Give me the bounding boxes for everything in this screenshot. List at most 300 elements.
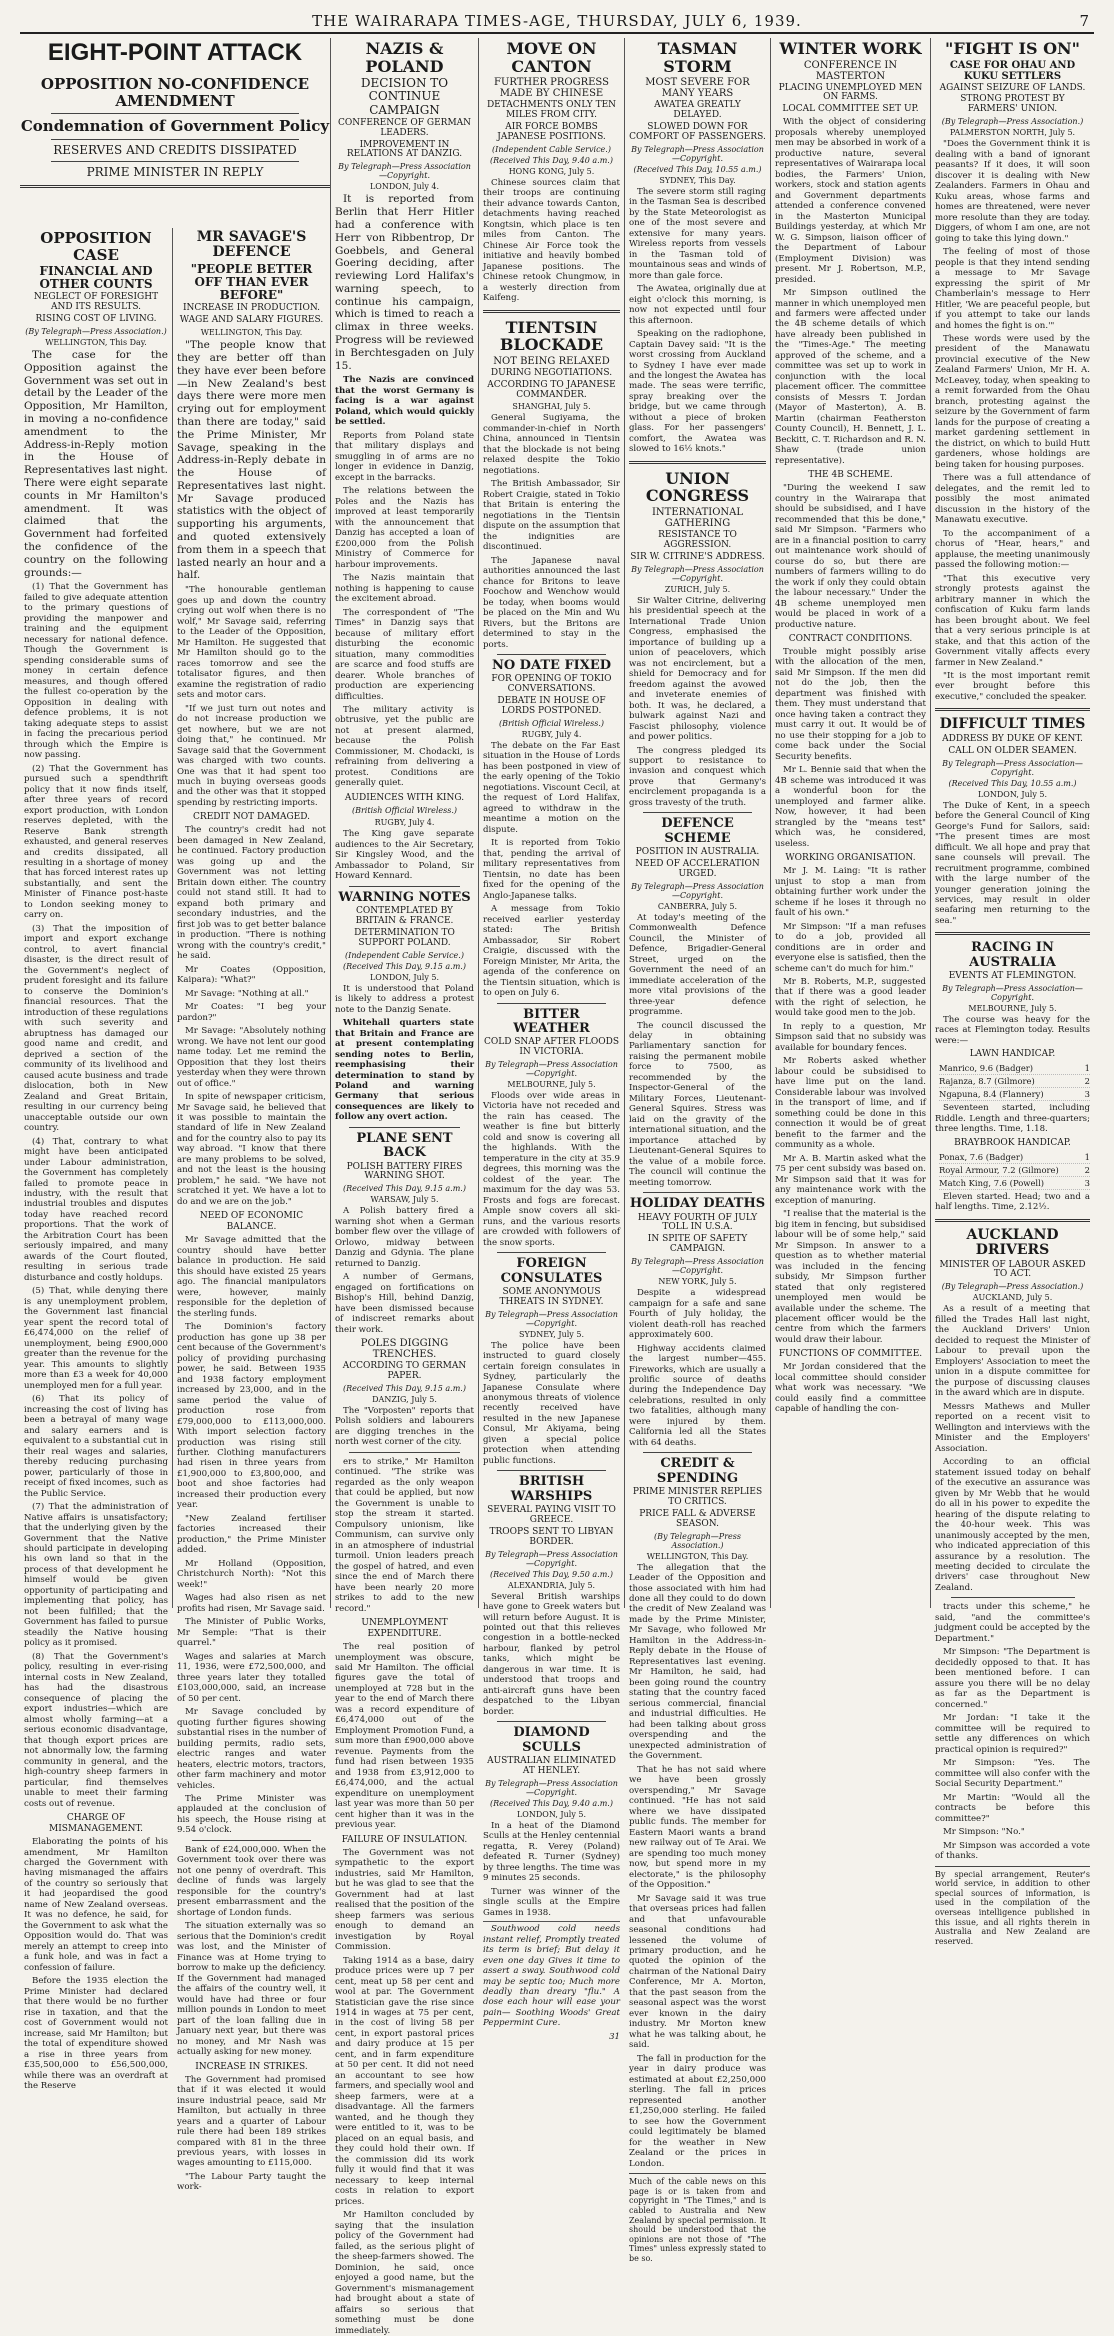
credit: (Independent Cable Service.) [492,144,611,154]
subheading: DETACHMENTS ONLY TEN MILES FROM CITY. [486,100,617,121]
nodate-headline: NO DATE FIXED [491,658,612,674]
race-place: 2 [1084,1164,1090,1175]
divider [349,1127,460,1128]
divider [643,1192,753,1193]
received-time: (Received This Day, 9.15 a.m.) [343,961,466,971]
subheading: SOME ANONYMOUS THREATS IN SYDNEY. [499,1286,604,1307]
subheading: CASE FOR OHAU AND KUKU SETTLERS [949,59,1076,82]
paragraph: General Sugiyama, the commander-in-chief in North China, announced in Tientsin that the blockade is not being relaxed despite the Tokio negotiations. [483,413,620,476]
paragraph: (3) That the imposition of import and export exchange control, to avert financial disaster, is the direct result of the Government's neglect of prudent foresight and its failure to conserve the Dominion's financial resources. That the introduction of these regulations with such severity and abruptness has damaged our good name and credit, and deprived a section of the community of its livelihood and caused acute business and trade dislocation, both in New Zealand and Great Britain, resulting in our currency being unacceptable outside our own country. [24,923,168,1134]
paragraph: The "Vorposten" reports that Polish soldiers and labourers are digging trenches in the north west corner of the city. [335,1405,474,1448]
paragraph: The Dominion's factory production has gone up 38 per cent because of the Government's policy of providing purchasing power, he said. Between 1935 and 1938 factory employment increased by 23,000, and in the same period the value of production rose from £79,000,000 to £113,000,000. With import selection factory production was rising still further. Clothing manufacturers had risen in three years from £1,900,000 to £3,800,000, and boot and shoe factories had increased their production every year. [177,1322,326,1511]
defence-headline: DEFENCE SCHEME [661,816,734,846]
paragraph: tracts under this scheme," he said, "and the committee's judgment could be accepted by the Department." [935,1602,1090,1644]
dateline: RUGBY, July 4. [374,817,435,827]
holiday-body [629,1288,766,1448]
paragraph: The Awatea, originally due at eight o'clock this morning, is now not expected until four this afternoon. [629,284,766,326]
paragraph: "If we just turn out notes and do not increase production we get nowhere, but we are not doing that," he continued. Mr Savage said that the Government was charged with two counts. One was that it had spent too much in buying overseas goods and the other was that it stopped spending by restricting imports. [177,703,326,808]
nazis-sub-3: IMPROVEMENT IN RELATIONS AT DANZIG. [346,139,463,160]
paragraph: (8) That the Government's policy, resulting in ever-rising internal costs in New Zealand, has had the disastrous consequence of placing the export industries—which are almost wholly farming—at a serious economic disadvantage, that though export prices are not abnormally low, the farming community in general, and the high-country sheep farmers in particular, find themselves unable to meet their farming costs out of revenue. [24,1651,168,1809]
paragraph: The debate on the Far East situation in the House of Lords has been postponed in view of the early opening of the Tokio negotiations. Viscount Cecil, at the request of Lord Halifax, agreed to withdraw in the meantime a motion on the dispute. [483,740,620,835]
consulates-headline: FOREIGN CONSULATES [500,1256,603,1286]
credit: (British Official Wireless.) [351,805,458,815]
paragraph: A number of Germans, engaged on fortifications on Bishop's Hill, behind Danzig, have been dismissed because of indiscreet remarks about their work. [335,1272,474,1335]
paragraph: Wages had also risen as net profits had risen, Mr Savage said. [177,1593,326,1614]
race-2-note [935,1192,1090,1213]
dateline: SHANGHAI, July 5. [512,402,591,412]
subheading: DEBATE IN HOUSE OF LORDS POSTPONED. [497,696,606,717]
warning-body [335,984,474,1123]
subheading: AWATEA GREATLY DELAYED. [654,100,741,121]
divider [497,1721,607,1722]
paragraph: As a result of a meeting that filled the Trades Hall last night, the Auckland Drivers' Union decided to request the Minister of Labour to prevail upon the Employers' Association to meet the union in a dispute committee for the purpose of discussing clauses in the award which are in dispute. [935,1304,1090,1399]
received-time: (Received This Day, 10.55 a.m.) [633,164,762,174]
section-heading: CONTRACT CONDITIONS. [788,634,913,644]
paragraph: Before the 1935 election the Prime Minister had declared that there would be no further rise in taxation, and that the cost of Government would not increase, said Mr Hamilton; but the total of expenditure showed a rise in three years from £35,500,000 to £56,500,000, while there was an overdraft at the Reserve [24,1976,168,2092]
section-heading: WORKING ORGANISATION. [785,853,916,864]
subheading: EVENTS AT FLEMINGTON. [948,971,1077,982]
opposition-sub-3: RISING COST OF LIVING. [35,314,157,325]
dateline: CANBERRA, July 5. [657,901,738,911]
column-winter [770,38,930,1608]
masthead-title: THE WAIRARAPA TIMES-AGE, THURSDAY, JULY 6, 1939. [312,12,802,30]
savage-sub-2: INCREASE IN PRODUCTION. [182,303,321,314]
savage-body [177,585,326,2193]
savage-dateline: WELLINGTON, This Day. [200,328,303,338]
paragraph: A message from Tokio received earlier yesterday stated: The British Ambassador, Sir Robert Craigie, discussed with the Foreign Minister, Mr Arita, the agenda of the conference on the Tientsin situation, which is to open on July 6. [483,904,620,999]
received-time: (Received This Day, 9.15 a.m.) [343,1383,466,1393]
plane-body [335,1206,474,1335]
paragraph: Several British warships have gone to Greek waters but will return before August. It is pointed out that this relieves congestion in a bottle-necked harbour, flanked by petrol tanks, which might be dangerous in war time. It is understood that troops and anti-aircraft guns have been despatched to the Libyan border. [483,1591,620,1717]
nazis-lead [335,193,474,372]
section-heading: UNEMPLOYMENT EXPENDITURE. [361,1618,448,1640]
eight-point-banner [20,38,330,194]
divider [483,310,620,313]
bitter-body [483,1091,620,1248]
section-heading: CHARGE OF MISMANAGEMENT. [49,1813,143,1835]
nazis-body [335,375,474,881]
bitter-headline: BITTER WEATHER [513,1006,590,1036]
paragraph: The Prime Minister was applauded at the conclusion of his speech, the House rising at 9.54 o'clock. [177,1794,326,1836]
paragraph: The severe storm still raging in the Tasman Sea is described by the State Meteorologist as one of the most severe and extensive for many years. Wireless reports from vessels in the Tasman told of mountainous seas and winds of more than gale force. [629,186,766,281]
paragraph: The military activity is obtrusive, yet the public are not at present alarmed, because the Polish Commissioner, M. Chodacki, is refraining from delivering a protest. Conditions are generally quiet. [335,705,474,789]
paragraph: Mr Roberts asked whether labour could be subsidised to have lime put on the land. Considerable labour was involved in the transport of lime, and if something could be done in this connection it would be of great benefit to the farmer and the community as a whole. [775,1056,926,1151]
banner-deck-1: OPPOSITION NO-CONFIDENCE AMENDMENT [40,75,310,110]
credit-spending-body [629,1563,766,2170]
credit: By Telegraph—Press Association—Copyright. [942,758,1083,777]
paragraph: Wages and salaries at March 11, 1936, were £72,500,000, and three years later they totalled £103,000,000, said, an increase of 50 per cent. [177,1651,326,1704]
paragraph: Mr Holland (Opposition, Christchurch North): "Not this week!" [177,1558,326,1590]
opposition-dateline: WELLINGTON, This Day. [45,338,147,348]
paragraph: Taking 1914 as a base, dairy produce prices were up 7 per cent, meat up 58 per cent and wool at par. The Government Statistician gave the rise since 1914 in wages at 75 per cent, in the cost of living 58 per cent, in export pastoral prices and dairy produce at 15 per cent, and in farm expenditure at 50 per cent. It did not need an accountant to see how farmers, and specially wool and sheep farmers, were at a disadvantage. All the farmers wanted, and he though they were entitled to it, was to be placed on an equal basis, and they could hold their own. If the commission did its work fully it would find that it was necessary to keep internal costs in relation to export prices. [335,1955,474,2207]
credit: (By Telegraph—Press Association.) [941,1282,1084,1292]
subheading: PLACING UNEMPLOYED MEN ON FARMS. [778,82,923,103]
savage-sub-3: WAGE AND SALARY FIGURES. [179,315,324,326]
divider [497,1470,607,1471]
paragraph: It is understood that Poland is likely to address a protest note to the Danzig Senate. [335,983,474,1015]
subheading: PRIME MINISTER REPLIES TO CRITICS. [632,1486,763,1507]
subheading: DURING NEGOTIATIONS. [490,367,613,378]
paragraph: The Minister of Public Works, Mr Semple: "That is their quarrel." [177,1617,326,1649]
divider [643,812,753,813]
subheading: DETERMINATION TO SUPPORT POLAND. [354,927,455,948]
divider [51,113,299,114]
divider [935,932,1090,935]
race-horse: Rajanza, 8.7 (Gilmore) [939,1076,1035,1087]
paragraph: Chinese sources claim that their troops are continuing their advance towards Canton, detachments having reached Kongtsin, which place is ten miles from Canton. The Chinese Air Force took the initiative and heavily bombed Japanese positions. The Chinese retook Chungmow, in a westerly direction from Kaifeng. [483,177,620,304]
subheading: ACCORDING TO GERMAN PAPER. [342,1361,467,1381]
winter-headline: WINTER WORK [779,39,922,58]
race-horse: Ponax, 7.6 (Badger) [939,1151,1024,1162]
dateline: ALEXANDRIA, July 5. [507,1580,596,1590]
paragraph: The Nazis maintain that nothing is happening to cause the excitement abroad. [335,573,474,605]
column-savage [172,228,330,2193]
paragraph: Mr Savage: "Absolutely nothing wrong. We have not lent our good name today. Let me remind the Opposition that they lost theirs yesterday when they were thrown out of office." [177,1026,326,1089]
paragraph: The relations between the Poles and the Nazis has improved at least temporarily with the announcement that Danzig has accepted a loan of £200,000 from the Polish Ministry of Commerce for harbour improvements. [335,486,474,570]
paragraph: Mr Savage said it was true that overseas prices had fallen and that unfavourable seasonal conditions had lessened the volume of primary production, and he quoted the opinion of the chairman of the National Dairy Conference, Mr A. Morton, that the past season from the seasonal aspect was the worst ever known in the dairy industry. Mr Morton knew what he was talking about, he said. [629,1893,766,2051]
dateline: PALMERSTON NORTH, July 5. [949,128,1076,138]
warships-body [483,1592,620,1718]
dateline: HONG KONG, July 5. [508,166,595,176]
credit: (British Official Wireless.) [498,718,605,728]
paragraph: Mr Coates: "I beg your pardon?" [177,1002,326,1023]
paragraph: To the accompaniment of a chorus of "Hear, hears," and applause, the meeting unanimously passed the following motion:— [935,528,1090,571]
paragraph: Floods over wide areas in Victoria have not receded and the rain has ceased. The weather is fine but bitterly cold and snow is covering all the highlands. With the temperature in the city at 35.9 degrees, this morning was the coldest of the year. The maximum for the day was 53. Frosts and fogs are forecast. Ample snow covers all ski-runs, and the various resorts are crowded with followers of the snow sports. [483,1090,620,1248]
paragraph: Mr Savage admitted that the country should have better balance in production. He said this should have existed 25 years ago. The financial manipulators were, however, mainly responsible for the depletion of the sterling funds. [177,1235,326,1319]
fight-headline: "FIGHT IS ON" [945,39,1080,58]
auckland-headline: AUCKLAND DRIVERS [966,1226,1059,1259]
paragraph: "That this executive very strongly protests against the arbitrary manner in which the confiscation of Kuku farm lands has been brought about. We feel that a very serious principle is at stake, and that this action of the Government vitally affects every farmer in New Zealand." [935,573,1090,668]
subheading: AIR FORCE BOMBS JAPANESE POSITIONS. [497,121,606,142]
race-result-row [939,1075,1090,1088]
paragraph: Mr Jordan: "I take it the committee will be required to settle any differences on which practical opinion is required?" [935,1713,1090,1755]
paragraph: Mr Hamilton concluded by saying that the insulation policy of the Government had failed, as the serious plight of the sheep-farmers showed. The Dominion, he said, once enjoyed a good name, but the Government's mismanagement had brought about a state of affairs so serious that something must be done immediately. [335,2210,474,2336]
paragraph: The Japanese naval authorities announced the last chance for Britons to leave Foochow and Wenchow would be today, when booms would be placed on the Min and Wu Rivers, but the Britons are determined to stay in the ports. [483,555,620,650]
tientsin-body [483,413,620,650]
subheading: NOT BEING RELAXED [493,355,610,367]
paragraph: Messrs Mathews and Muller reported on a recent visit to Wellington and interviews with the Minister and the Employers' Association. [935,1401,1090,1454]
subheading: FOR OPENING OF TOKIO CONVERSATIONS. [491,674,612,695]
paragraph: Mr Simpson was accorded a vote of thanks. [935,1840,1090,1862]
plane-headline: PLANE SENT BACK [356,1130,453,1161]
paragraph: The Nazis are convinced that the worst Germany is facing is a war against Poland, which would quickly be settled. [335,375,474,428]
divider [629,461,766,464]
divider [935,1219,1090,1222]
race-horse: Ngapuna, 8.4 (Flannery) [939,1089,1044,1100]
defence-body [629,913,766,1189]
divider [497,654,607,655]
opposition-sub-1: FINANCIAL AND OTHER COUNTS [39,264,153,292]
paragraph: With the object of considering proposals whereby unemployed men may be absorbed in work of a productive nature, several representatives of Wairarapa local bodies, the Farmers' Union, workers, stock and station agents and Government departments attended a conference convened in the Masterton Municipal Buildings yesterday, at which Mr W. G. Simpson, liaison officer of the Department of Labour (Employment Division) was present. Mr J. Robertson, M.P., presided. [775,117,926,285]
paragraph: The correspondent of "The Times" in Danzig says that because of military effort disturbing the economic situation, many commodities are scarce and food stuffs are dearer. Whole branches of production are experiencing difficulties. [335,607,474,702]
subheading: TROOPS SENT TO LIBYAN BORDER. [489,1526,614,1547]
dateline: LONDON, July 5. [977,789,1048,799]
advert [483,1921,620,2042]
dateline: WELLINGTON, This Day. [646,1551,749,1561]
paragraph: Seventeen started, including Riddle. Length and three-quarters; three lengths. Time, 1.18. [935,1103,1090,1135]
section-heading: NEED OF ECONOMIC BALANCE. [199,1211,304,1233]
column-tasman [624,38,770,2263]
paragraph: Mr Savage concluded by quoting further figures showing substantial rises in the number of building permits, radio sets, electric ranges and water heaters, electric motors, tractors, other farm machinery and motor vehicles. [177,1707,326,1791]
nazis-headline: NAZIS & POLAND [365,39,444,76]
subheading: STRONG PROTEST BY FARMERS' UNION. [960,94,1065,115]
subheading: MINISTER OF LABOUR ASKED TO ACT. [939,1259,1086,1280]
opposition-sub-2: NEGLECT OF FORESIGHT AND ITS RESULTS. [33,292,159,313]
opposition-body [24,582,168,2091]
subheading: AGAINST SEIZURE OF LANDS. [939,82,1086,93]
paragraph: At today's meeting of the Commonwealth Defence Council, the Minister of Defence, Brigadier-General Street, urged on the Government the need of an immediate acceleration of the more vital provisions of the three-year defence programme. [629,912,766,1018]
dateline: WARSAW, July 5. [370,1195,439,1205]
paragraph: A Polish battery fired a warning shot when a German bomber flew over the village of Orlowo, midway between Danzig and Gdynia. The plane returned to Danzig. [335,1206,474,1269]
paragraph: These words were used by the president of the Manawatu provincial executive of the New Zealand Farmers' Union, Mr H. A. McLeavey, today, when speaking to a remit forwarded from the Ohau branch, protesting against the seizure by the Government of farm lands for the purpose of creating a market gardening settlement in the district, on which to build Hutt gardeners, whose holdings are being taken for housing purposes. [935,333,1090,470]
nazis-dateline: LONDON, July 4. [369,182,440,192]
paragraph: Mr Simpson: "The Department is decidedly opposed to that. It has been mentioned before. I can assure you there will be no delay as far as the Department is concerned." [935,1647,1090,1710]
paragraph: "It is the most important remit ever brought before this executive," concluded the speaker. [935,671,1090,702]
paragraph: Reports from Poland state that military displays and smuggling in of arms are no longer in evidence in Danzig, except in the barracks. [335,430,474,483]
paragraph: The congress pledged its support to resistance to invasion and conquest which prove that Germany's encirclement propaganda is a gross travesty of the truth. [629,745,766,808]
race-result-row [939,1177,1090,1190]
section-heading: INCREASE IN STRIKES. [195,2061,308,2072]
divider [349,886,460,887]
subheading: FURTHER PROGRESS MADE BY CHINESE [494,77,609,100]
paragraph: Mr J. M. Laing: "It is rather unjust to stop a man from obtaining further work under the scheme if he loses it through no fault of his own." [775,866,926,919]
subheading: CONTEMPLATED BY BRITAIN & FRANCE. [355,906,454,926]
savage-lead [177,339,326,582]
race-horse: Manrico, 9.6 (Badger) [939,1063,1034,1074]
credit: By Telegraph—Press Association—Copyright. [631,1257,764,1276]
subheading: NEED OF ACCELERATION URGED. [635,858,760,879]
divider [349,1452,460,1453]
column-fight [930,38,1094,1946]
banner-deck-2: Condemnation of Government Policy [20,117,330,136]
section-heading: AUDIENCES WITH KING. [344,792,465,803]
paragraph: The Duke of Kent, in a speech before the General Council of King George's Fund for Sailors, said: "The present times are most difficult. We all hope and pray that sane counsels will prevail. The recruitment programme, combined with the large number of the younger generation joining the services, may result in older seafaring men returning to the sea." [935,800,1090,926]
paragraph: Bank of £24,000,000. When the Government took over there was not one penny of overdraft. This decline of funds was largely responsible for the country's present embarrassment and the shortage of London funds. [177,1844,326,1918]
column-opposition [20,228,172,2092]
racing-body [935,1015,1090,1046]
paragraph: (7) That the administration of Native affairs is unsatisfactory; that the underlying given by the Government that the Native should participate in developing his own land so that in the process of that development he himself would be given opportunity of participating and implementing that policy, has not been fulfilled; that the Government has failed to pursue steadily the Native housing policy as it promised. [24,1502,168,1649]
sculls-body [483,1821,620,1918]
race-title: BRAYBROOK HANDICAP. [954,1137,1071,1148]
subheading: ADDRESS BY DUKE OF KENT. [942,733,1083,744]
paragraph: Mr L. Bennie said that when the 4B scheme was introduced it was a wonderful boon for the unemployed and farmer alike. Now, however, it had been strangled by the "means test" which was, he considered, useless. [775,765,926,849]
race-place: 3 [1084,1089,1090,1100]
received-time: (Received This Day, 9.50 a.m.) [490,1569,613,1579]
opposition-headline: OPPOSITION CASE [40,229,152,264]
credit: By Telegraph—Press Association—Copyright. [631,564,764,583]
received-time: (Received This Day, 10.55 a.m.) [948,778,1077,788]
subheading: SEVERAL PAYING VISIT TO GREECE. [487,1504,616,1525]
paragraph: The British Ambassador, Sir Robert Craigie, stated in Tokio that Britain is entering the negotiations in the Tientsin dispute on the assumption that the indignities are discontinued. [483,479,620,553]
divider [497,1252,607,1253]
dateline: MELBOURNE, July 5. [507,1079,596,1089]
paragraph: The police have been instructed to guard closely certain foreign consulates in Sydney, particularly the Japanese Consulate where anonymous threats of violence recently received have resulted in the new Japanese Consul, Mr Akiyama, being given a special police protection when attending public functions. [483,1340,620,1466]
credit: By Telegraph—Press Association—Copyright. [485,1778,618,1797]
paragraph: The case for the Opposition against the Government was set out in detail by the Leader of the Opposition, Mr Hamilton, in moving a no-confidence amendment to the Address-in-Reply motion in the House of Representatives last night. There were eight separate counts in Mr Hamilton's amendment. It was claimed that the Government had forfeited the confidence of the country on the following grounds:— [24,349,168,579]
dateline: RUGBY, July 4. [521,729,582,739]
received-time: (Received This Day, 9.15 a.m.) [343,1184,466,1194]
page-number: 7 [1079,12,1090,30]
dateline: MELBOURNE, July 5. [968,1003,1057,1013]
paragraph: The Government was not sympathetic to the export industries, said Mr Hamilton, but he was glad to see that the Government had at last realised that the position of the sheep farmers was serious enough to demand an investigation by Royal Commission. [335,1847,474,1953]
paragraph: (5) That, while denying there is any unemployment problem, the Government last financial year spent the record total of £6,474,000 on the relief of unemployment, being £900,000 greater than the revenue for the year. This amounts to slightly more than £3 a week for 40,000 unemployed men for a full year. [24,1286,168,1391]
paragraph: The Government had promised that if it was elected it would insure industrial peace, said Mr Hamilton, but actually in three years and a quarter of Labour rule there had been 189 strikes compared with 81 in the three previous years, with losses in wages amounting to £115,000. [177,2074,326,2169]
subheading: CONFERENCE IN MASTERTON [803,59,898,82]
credit: By Telegraph—Press Association—Copyright. [485,1059,618,1078]
race-2-results [939,1151,1090,1190]
dateline: ZURICH, July 5. [664,584,731,594]
paragraph: Eleven started. Head; two and a half lengths. Time, 2.12½. [935,1191,1090,1213]
paragraph: The real position of unemployment was obscure, said Mr Hamilton. The official figures gave the total of unemployed at 728 but in the year to the end of March there was a record expenditure of £6,474,000 out of the Employment Promotion Fund, a sum more than £900,000 above revenue. Payments from the fund had risen between 1935 and 1938 from £3,912,000 to £6,474,000, and the actual expenditure on unemployment last year was more than 50 per cent higher than it was in the previous year. [335,1642,474,1831]
paragraph: Mr Martin: "Would all the contracts be before this committee?" [935,1792,1090,1824]
masthead [20,10,1094,34]
reuters-note: By special arrangement, Reuter's world service, in addition to other special sources of information, is used in the compilation of the overseas intelligence published in this issue, and all rights therein in Australia and New Zealand are reserved. [935,1866,1090,1947]
received-time: (Received This Day, 9.40 a.m.) [490,1798,613,1808]
paragraph: Highway accidents claimed the largest number—455. Fireworks, which are usually a prolific source of deaths during the Independence Day celebrations, resulted in only two fatalities, although many were injured by them. California led all the States with 64 deaths. [629,1343,766,1448]
paragraph: The allegation that the Leader of the Opposition and those associated with him had done all they could to do down the credit of New Zealand was made by the Prime Minister, Mr Savage, who followed Mr Hamilton in the Address-in-Reply debate in the House of Representatives last evening. Mr Hamilton, he said, had been going round the country stating that the country faced serious commercial, financial and industrial difficulties. He had been talking about gross overspending and the unexpected administration of the Government. [629,1562,766,1762]
race-place: 2 [1084,1076,1090,1087]
paragraph: The King gave separate audiences to the Air Secretary, Sir Kingsley Wood, and the Ambassador to Poland, Sir Howard Kennard. [335,829,474,882]
savage-sub-1: "PEOPLE BETTER OFF THAN EVER BEFORE" [190,261,313,303]
race-1-note [935,1103,1090,1134]
trenches-headline: POLES DIGGING TRENCHES. [360,1338,449,1361]
paragraph: The country's credit had not been damaged in New Zealand, he continued. Factory production was going up and the Government was not letting Britain down either. The country could not stand still. It had to expand both primary and secondary industries, and the first job was to get better balance in production. "There is nothing wrong with the country's credit," he said. [177,825,326,962]
subheading: POLISH BATTERY FIRES WARNING SHOT. [346,1161,463,1182]
credit: By Telegraph—Press Association—Copyright. [485,1549,618,1568]
section-heading: THE 4B SCHEME. [808,470,893,481]
paragraph: "I realise that the material is the big item in fencing, but subsidised labour will be of some help," said Mr Simpson. In answer to a question as to whether material was included in the fencing subsidy, Mr Simpson further stated that only registered unemployed men would be available under the scheme. The placement officer would be the centre from which the farmers would draw their labour. [775,1209,926,1345]
divider [497,1003,607,1004]
paragraph: (4) That, contrary to what might have been anticipated under Labour administration, the Government has completely failed to promote peace in industry, with the result that industrial troubles and disputes today have reached record proportions. That the work of the Arbitration Court has been seriously impaired, and many awards of the Court flouted, resulting in serious trade disturbance and costly holdups. [24,1136,168,1283]
subheading: PRICE FALL & ADVERSE SEASON. [639,1508,756,1529]
race-result-row [939,1062,1090,1075]
dateline: LONDON, July 5. [516,1809,587,1819]
column-nazis [330,38,478,2336]
paragraph: In a heat of the Diamond Sculls at the Henley centennial regatta, R. Verey (Poland) defeated R. Turner (Sydney) by three lengths. The time was 9 minutes 25 seconds. [483,1820,620,1884]
race-horse: Match King, 7.6 (Powell) [939,1177,1045,1188]
paragraph: Mr Simpson: "If a man refuses to do a job, provided all conditions are in order and everyone else is satisfied, then the scheme can't do much for him." [775,921,926,974]
divider [51,161,299,162]
paragraph: Mr B. Roberts, M.P., suggested that if there was a good leader with the right of selection, he would take good men to the job. [775,976,926,1019]
banner-headline: EIGHT-POINT ATTACK [47,39,303,66]
paragraph: Sir Walter Citrine, delivering his presidential speech at the International Trade Union Congress, emphasised the importance of building up a union of peacelovers, which was not encirclement, but a shield for Democracy and for freedom against the avowed and inveterate enemies of both. It was, he declared, a bulwark against Nazi and Fascist philosophy, violence and power politics. [629,595,766,743]
divider [951,1597,1075,1598]
subheading: RESISTANCE TO AGGRESSION. [658,530,737,550]
credit: By Telegraph—Press Association—Copyright. [942,983,1083,1002]
paragraph: Trouble might possibly arise with the allocation of the men, said Mr Simpson. If the men did not do the job, then the department was finished with them. They must understand that once having taken a contract they must carry it out. It would be of no use their stopping for a job to come back under the Social Security benefits. [775,646,926,762]
banner-deck-3: RESERVES AND CREDITS DISSIPATED [53,142,297,157]
race-horse: Royal Armour, 7.2 (Gilmore) [939,1164,1059,1175]
credit: (By Telegraph—Press Association.) [654,1531,741,1550]
advert-number: 31 [609,2031,620,2042]
paragraph: Whitehall quarters state that Britain and France are at present contemplating sending notes to Berlin, reemphasising their determination to stand by Poland and warning Germany that serious consequences are likely to follow any overt action. [335,1018,474,1123]
warning-headline: WARNING NOTES [338,889,471,905]
subheading: ACCORDING TO JAPANESE COMMANDER. [487,379,616,400]
union-body [629,596,766,809]
subheading: SIR W. CITRINE'S ADDRESS. [630,551,765,562]
paragraph: The feeling of most of those people is that they intend sending a message to Mr Savage expressing the spirit of Mr Chamberlain's message to Herr Hitler, 'We are peaceful people, but if you attempt to take our lands and homes the fight is on.'" [935,247,1090,331]
difficult-headline: DIFFICULT TIMES [939,716,1086,733]
dateline: LONDON, July 5. [369,972,440,982]
canton-body [483,178,620,304]
credit: (By Telegraph—Press Association.) [941,117,1084,127]
column-canton [478,38,624,2042]
difficult-body [935,801,1090,927]
paragraph: The fall in production for the year in dairy produce was estimated at about £2,250,000 sterling. The fall in prices represented another £1,250,000 sterling. He failed to see how the Government could legitimately be blamed for the weather in New Zealand or the prices in London. [629,2053,766,2169]
paragraph: Mr Simpson outlined the manner in which unemployed men and farmers were affected under the 4B scheme details of which have already been published in the "Times-Age." The meeting approved of the scheme, and a committee was set up to work in conjunction with the local placement officer. The committee consists of Messrs T. Jordan (Mayor of Masterton), A. B. Martin (chairman Featherston County Council), H. Bennett, J. L. Beckitt, C. T. Richardson and R. N. Shaw (trade union representative). [775,288,926,466]
sculls-headline: DIAMOND SCULLS [513,1725,590,1755]
opposition-credit: (By Telegraph—Press Association.) [25,327,167,337]
paragraph: Despite a widespread campaign for a safe and sane Fourth of July holiday, the violent death-roll has reached approximately 600. [629,1288,766,1341]
opposition-lead [24,349,168,579]
divider [643,1452,753,1453]
holiday-headline: HOLIDAY DEATHS [629,1196,766,1212]
dateline: NEW YORK, July 5. [658,1277,737,1287]
nazis-sub-1: DECISION TO CONTINUE CAMPAIGN [360,76,449,117]
race-result-row [939,1164,1090,1177]
race-place: 3 [1084,1177,1090,1188]
paragraph: Mr Simpson: "Yes. The committee will also confer with the Social Security Department." [935,1758,1090,1790]
subheading: IN SPITE OF SAFETY CAMPAIGN. [647,1234,748,1255]
credit: By Telegraph—Press Association—Copyright. [485,1309,618,1328]
paragraph: It is reported from Berlin that Herr Hitler had a conference with Herr von Ribbentrop, Dr Goebbels, and General Goering deciding, after reviewing Lord Halifax's warning speech, to continue his campaign, which is timed to reach a climax in three weeks. Progress will be reviewed in Berchtesgaden on July 15. [335,193,474,372]
paragraph: "Does the Government think it is dealing with a band of ignorant peasants? If it does, it will soon discover it is dealing with New Zealanders. Farmers in Ohau and Kuku areas, whose farms and homes are threatened, were never more resolute than they are today. Diggers, of whom I am one, are not going to take this lying down." [935,139,1090,244]
paragraph: Mr Jordan considered that the local committee should consider what work was necessary. "We could easily find a committee capable of handling the con- [775,1362,926,1415]
divider [20,185,330,188]
paragraph: The course was heavy for the races at Flemington today. Results were:— [935,1014,1090,1046]
race-1-results [939,1062,1090,1101]
divider [935,708,1090,711]
subheading: AUSTRALIAN ELIMINATED AT HENLEY. [487,1755,616,1776]
dateline: SYDNEY, This Day. [659,175,736,185]
tasman-body [629,187,766,455]
paragraph: Mr A. B. Martin asked what the 75 per cent subsidy was based on. Mr Simpson said that it was for any maintenance work with the exception of manuring. [775,1153,926,1206]
paragraph: "During the weekend I saw country in the Wairarapa that should be subsidised, and I have recommended that this be done," said Mr Simpson. "Farmers who are in a financial position to carry out maintenance work should of course do so, but there are numbers of farmers willing to do the work if only they could obtain the labour necessary." Under the 4B scheme unemployed men would be placed in work of a productive nature. [775,483,926,630]
paragraph: Mr Simpson: "No." [943,1827,1025,1838]
dateline: AUCKLAND, July 5. [972,1293,1053,1303]
advert-text: Southwood cold needs instant relief, Promptly treated its term is brief; But delay it even one day Gives it time to assert a sway. Southwood cold may be septic too; Much more deadly than dreary "flu." A dose each hour will ease your pain— Soothing Woods' Great Peppermint Cure. [483,1924,620,2029]
paragraph: According to an official statement issued today on behalf of the executive an assurance was given by Mr Webb that he would do all in his power to expedite the hearing of the dispute relating to the 40-hour week. This was unanimously accepted by the men, who indicated appreciation of this assurance by a resolution. The meeting decided to circulate the drivers' case throughout New Zealand. [935,1457,1090,1593]
paragraph: Speaking on the radiophone, Captain Davey said: "It is the worst crossing from Auckland to Sydney I have ever made and the longest the Awatea has made. The seas were terrific, spray breaking over the bridge, but we came through without a piece of broken glass. For her passengers' comfort, the Awatea was slowed to 16½ knots." [629,329,766,455]
paragraph: (2) That the Government has pursued such a spendthrift policy that it now finds itself, after three years of record export production, with London reserves depleted, with the Reserve Bank strength exhausted, and general reserves and credits dissipated, all resulting in a shortage of money that has forced interest rates up substantially, and sent the Minister of Finance post-haste to London seeking money to carry on. [24,763,168,921]
paragraph: "The Labour Party taught the work- [177,2171,326,2193]
paragraph: Turner was winner of the single sculls at the Empire Games in 1938. [483,1886,620,1918]
race-result-row [939,1088,1090,1101]
section-heading: FAILURE OF INSULATION. [341,1834,468,1845]
subheading: LOCAL COMMITTEE SET UP. [782,104,919,115]
tasman-headline: TASMAN STORM [657,39,738,76]
fight-body [935,139,1090,702]
savage-headline: MR SAVAGE'S DEFENCE [196,229,307,261]
divider [192,1840,311,1841]
tientsin-headline: TIENTSIN BLOCKADE [499,317,604,355]
copyright-note: Much of the cable news on this page is or is taken from and copyright in "The Times," and is cabled to Australia and New Zealand by special permission. It should be understood that the opinions are not those of "The Times" unless expressly stated to be so. [629,2173,766,2263]
credit-spending-headline: CREDIT & SPENDING [656,1456,739,1486]
subheading: POSITION IN AUSTRALIA. [635,847,760,857]
race-title: LAWN HANDICAP. [969,1049,1056,1060]
paragraph: ers to strike," Mr Hamilton continued. "The strike was regarded as the only weapon that could be applied, but now the Government is unable to stop the stream it started. Compulsory unionism, like Communism, can survive only in an atmosphere of industrial turmoil. Union leaders preach the gospel of hatred, and even since the end of March there have been nearly 20 more strikes to add to the new record." [335,1456,474,1614]
subheading: INTERNATIONAL GATHERING [651,507,744,530]
canton-headline: MOVE ON CANTON [506,39,597,76]
paragraph: The council discussed the delay in obtaining Parliamentary sanction for raising the permanent mobile force to 7500, as recommended by the Inspector-General of the Military Forces, Lieutenant-General Squires. Stress was laid on the gravity of the international situation, and the importance attached by Lieutenant-General Squires to the value of a mobile force. The council will continue the meeting tomorrow. [629,1020,766,1188]
nazis-credit: By Telegraph—Press Association—Copyright. [338,162,471,181]
paragraph: That he has not said where we have been grossly overspending," Mr Savage continued. "He has not said where we have dissipated public funds. The member for Eastern Maori wants a brand new railway out of Te Arai. We are spending too much money now, but spend more in my electorate," is the philosophy of the Opposition." [629,1764,766,1891]
paragraph: Mr Savage: "Nothing at all." [185,988,309,999]
nodate-body [483,741,620,999]
winter-body [775,117,926,1415]
credit: (Independent Cable Service.) [345,950,464,960]
paragraph: There was a full attendance of delegates, and the remit led to possibly the most animated discussion in the history of the Manawatu executive. [935,473,1090,526]
